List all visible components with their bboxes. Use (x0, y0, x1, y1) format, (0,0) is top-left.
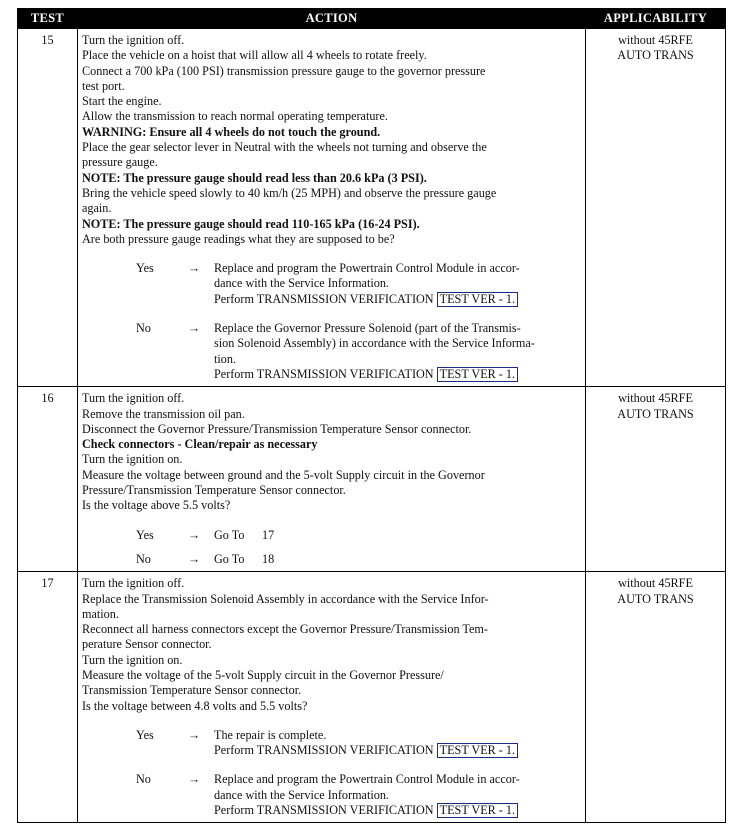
no-response (82, 772, 581, 818)
applicability-cell (586, 29, 726, 387)
action-line: Turn the ignition off. (82, 391, 185, 406)
diagnostic-table-sheet (17, 8, 725, 823)
arrow-icon: → (188, 527, 201, 542)
action-line: Transmission Temperature Sensor connector. (82, 683, 302, 698)
action-line: Turn the ignition on. (82, 452, 183, 467)
note-line: NOTE: The pressure gauge should read 110-165 kPa (16-24 PSI). (82, 216, 420, 231)
yes-response (82, 261, 581, 307)
action-line: Place the gear selector lever in Neutral with the wheels not turning and observe the (82, 140, 487, 155)
no-response (82, 552, 581, 567)
response-line: Replace and program the Powertrain Control Module in accor- (214, 261, 520, 276)
arrow-icon: → (188, 261, 201, 276)
response-line: dance with the Service Information. (214, 787, 389, 802)
action-cell (78, 387, 586, 572)
table-header-row (18, 9, 726, 29)
action-line: Turn the ignition off. (82, 33, 185, 47)
test-number: 16 (18, 387, 78, 572)
perform-text: Perform TRANSMISSION VERIFICATION (214, 743, 434, 758)
arrow-icon: → (188, 772, 201, 787)
action-line: perature Sensor connector. (82, 637, 212, 652)
test-ver-link[interactable]: TEST VER - 1. (437, 803, 518, 818)
action-line: Bring the vehicle speed slowly to 40 km/h (25 MPH) and observe the pressure gauge (82, 185, 497, 200)
action-line: Remove the transmission oil pan. (82, 406, 245, 421)
applicability-line: AUTO TRANS (617, 48, 694, 63)
action-line: Start the engine. (82, 94, 162, 109)
response-line: Replace and program the Powertrain Control Module in accor- (214, 772, 520, 787)
test-ver-link[interactable]: TEST VER - 1. (437, 367, 518, 382)
question-line: Is the voltage between 4.8 volts and 5.5 volts? (82, 698, 308, 713)
header-applicability: APPLICABILITY (586, 9, 726, 29)
warning-line: WARNING: Ensure all 4 wheels do not touch the ground. (82, 124, 381, 139)
perform-text: Perform TRANSMISSION VERIFICATION (214, 366, 434, 381)
check-line: Check connectors - Clean/repair as necessary (82, 437, 318, 452)
no-label: No (136, 321, 151, 336)
question-line: Are both pressure gauge readings what they are supposed to be? (82, 231, 395, 246)
yes-label: Yes (136, 727, 154, 742)
arrow-icon: → (188, 551, 201, 566)
applicability-line: without 45RFE (618, 33, 693, 47)
applicability-cell (586, 572, 726, 823)
action-line: mation. (82, 606, 119, 621)
action-line: Measure the voltage of the 5-volt Supply circuit in the Governor Pressure/ (82, 667, 444, 682)
table-row-test-15 (18, 29, 726, 387)
test-number: 15 (18, 29, 78, 387)
go-to-text: Go To (214, 551, 245, 566)
table-row-test-16 (18, 387, 726, 572)
response-line: dance with the Service Information. (214, 276, 389, 291)
note-line: NOTE: The pressure gauge should read less than 20.6 kPa (3 PSI). (82, 170, 427, 185)
action-line: pressure gauge. (82, 155, 158, 170)
action-line: Allow the transmission to reach normal operating temperature. (82, 109, 388, 124)
action-line: Turn the ignition off. (82, 576, 185, 591)
question-line: Is the voltage above 5.5 volts? (82, 498, 231, 513)
test-number: 17 (18, 572, 78, 823)
applicability-cell (586, 387, 726, 572)
action-line: Connect a 700 kPa (100 PSI) transmission pressure gauge to the governor pressure (82, 63, 486, 78)
perform-text: Perform TRANSMISSION VERIFICATION (214, 291, 434, 306)
response-line: sion Solenoid Assembly) in accordance with the Service Informa- (214, 336, 535, 351)
action-line: test port. (82, 78, 125, 93)
action-line: Pressure/Transmission Temperature Sensor connector. (82, 483, 346, 498)
header-action: ACTION (78, 9, 586, 29)
no-label: No (136, 551, 151, 566)
response-line: Replace the Governor Pressure Solenoid (part of the Transmis- (214, 321, 521, 336)
action-line: Measure the voltage between ground and the 5-volt Supply circuit in the Governor (82, 467, 485, 482)
applicability-line: AUTO TRANS (617, 406, 694, 421)
header-test: TEST (18, 9, 78, 29)
action-line: Place the vehicle on a hoist that will allow all 4 wheels to rotate freely. (82, 48, 427, 63)
action-line: Reconnect all harness connectors except the Governor Pressure/Transmission Tem- (82, 622, 488, 637)
applicability-line: without 45RFE (618, 391, 693, 406)
go-to-text: Go To (214, 527, 245, 542)
response-line: The repair is complete. (214, 727, 327, 742)
action-cell (78, 29, 586, 387)
action-line: Replace the Transmission Solenoid Assembly in accordance with the Service Infor- (82, 591, 489, 606)
go-to-target[interactable]: 17 (262, 527, 275, 542)
yes-response (82, 728, 581, 759)
arrow-icon: → (188, 321, 201, 336)
arrow-icon: → (188, 727, 201, 742)
table-row-test-17 (18, 572, 726, 823)
no-label: No (136, 772, 151, 787)
test-ver-link[interactable]: TEST VER - 1. (437, 292, 518, 307)
test-ver-link[interactable]: TEST VER - 1. (437, 743, 518, 758)
action-line: Disconnect the Governor Pressure/Transmission Temperature Sensor connector. (82, 421, 472, 436)
action-cell (78, 572, 586, 823)
action-line: again. (82, 201, 112, 216)
yes-label: Yes (136, 261, 154, 276)
applicability-line: AUTO TRANS (617, 591, 694, 606)
no-response (82, 321, 581, 382)
go-to-target[interactable]: 18 (262, 551, 275, 566)
response-line: tion. (214, 351, 237, 366)
perform-text: Perform TRANSMISSION VERIFICATION (214, 803, 434, 818)
diagnostic-table (17, 8, 726, 823)
applicability-line: without 45RFE (618, 576, 693, 591)
action-line: Turn the ignition on. (82, 652, 183, 667)
yes-response (82, 528, 581, 543)
yes-label: Yes (136, 527, 154, 542)
